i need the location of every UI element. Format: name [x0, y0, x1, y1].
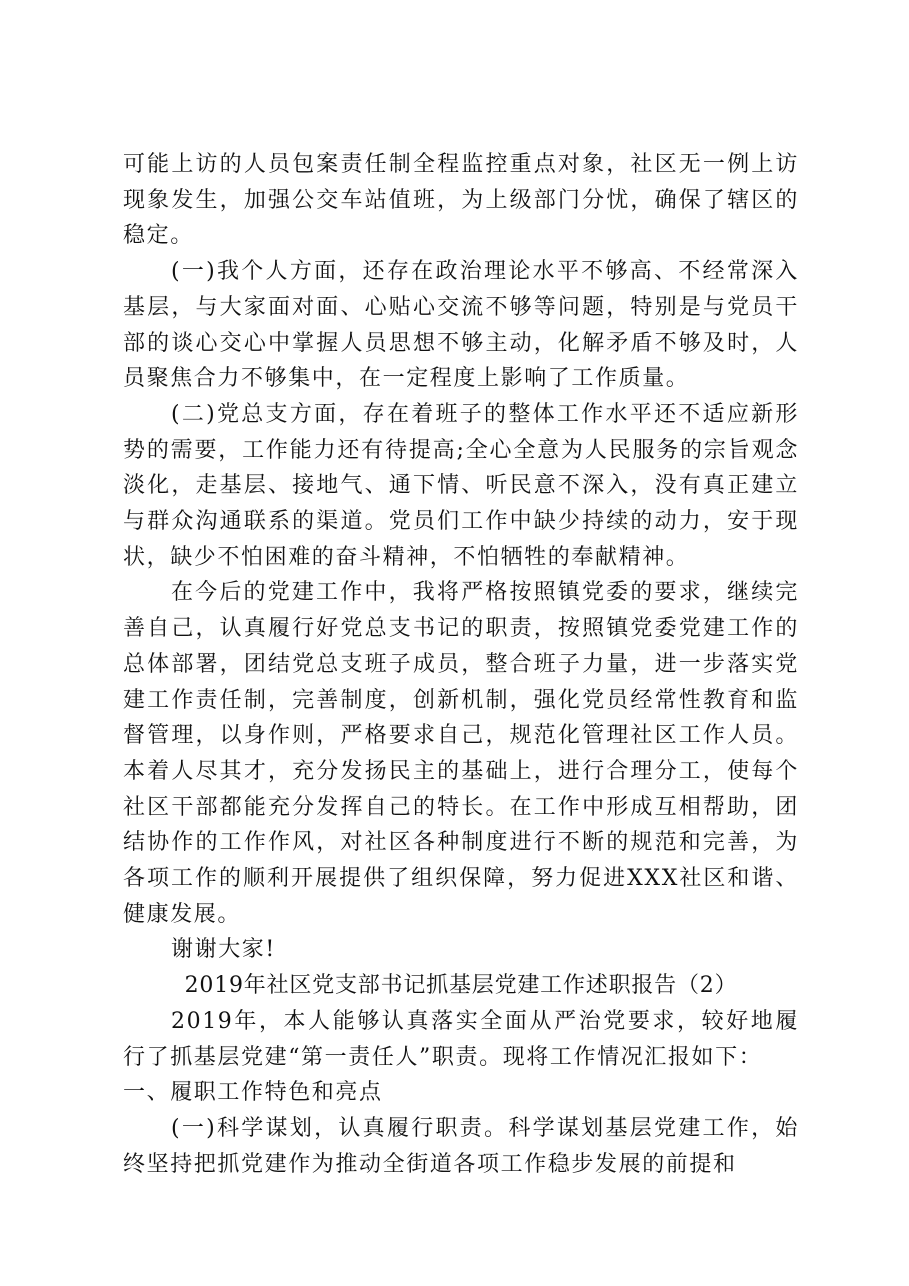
paragraph-personal-issues: (一)我个人方面，还存在政治理论水平不够高、不经常深入基层，与大家面对面、心贴心交流不够等问题，特别是与党员干部的谈心交心中掌握人员思想不够主动，化解矛盾不够及时，人员聚焦合力不够集中，在一定程度上影响了工作质量。: [123, 259, 799, 392]
paragraph-report-intro: 2019年，本人能够认真落实全面从严治党要求，较好地履行了抓基层党建“第一责任人”职责。现将工作情况汇报如下：: [123, 1008, 799, 1070]
paragraph-continuation: 可能上访的人员包案责任制全程监控重点对象，社区无一例上访现象发生，加强公交车站值班，为上级部门分忧，确保了辖区的稳定。: [123, 152, 799, 249]
paragraph-planning: (一)科学谋划，认真履行职责。科学谋划基层党建工作，始终坚持把抓党建作为推动全街道各项工作稳步发展的前提和: [123, 1115, 799, 1177]
paragraph-branch-issues: (二)党总支方面，存在着班子的整体工作水平还不适应新形势的需要，工作能力还有待提高;全心全意为人民服务的宗旨观念淡化，走基层、接地气、通下情、听民意不深入，没有真正建立与群众沟通联系的渠道。党员们工作中缺少持续的动力，安于现状，缺少不怕困难的奋斗精神，不怕牺牲的奉献精神。: [123, 401, 799, 570]
document-body: [123, 147, 799, 1182]
section-heading: 一、履职工作特色和亮点: [123, 1080, 383, 1106]
paragraph-future-work: 在今后的党建工作中，我将严格按照镇党委的要求，继续完善自己，认真履行好党总支书记的职责，按照镇党委党建工作的总体部署，团结党总支班子成员，整合班子力量，进一步落实党建工作责任制，完善制度，创新机制，强化党员经常性教育和监督管理，以身作则，严格要求自己，规范化管理社区工作人员。本着人尽其才，充分发扬民主的基础上，进行合理分工，使每个社区干部都能充分发挥自己的特长。在工作中形成互相帮助，团结协作的工作作风，对社区各种制度进行不断的规范和完善，为各项工作的顺利开展提供了组织保障，努力促进XXX社区和谐、健康发展。: [123, 580, 799, 927]
report-title: 2019年社区党支部书记抓基层党建工作述职报告（2）: [184, 973, 738, 999]
paragraph-thanks: 谢谢大家!: [171, 937, 276, 963]
